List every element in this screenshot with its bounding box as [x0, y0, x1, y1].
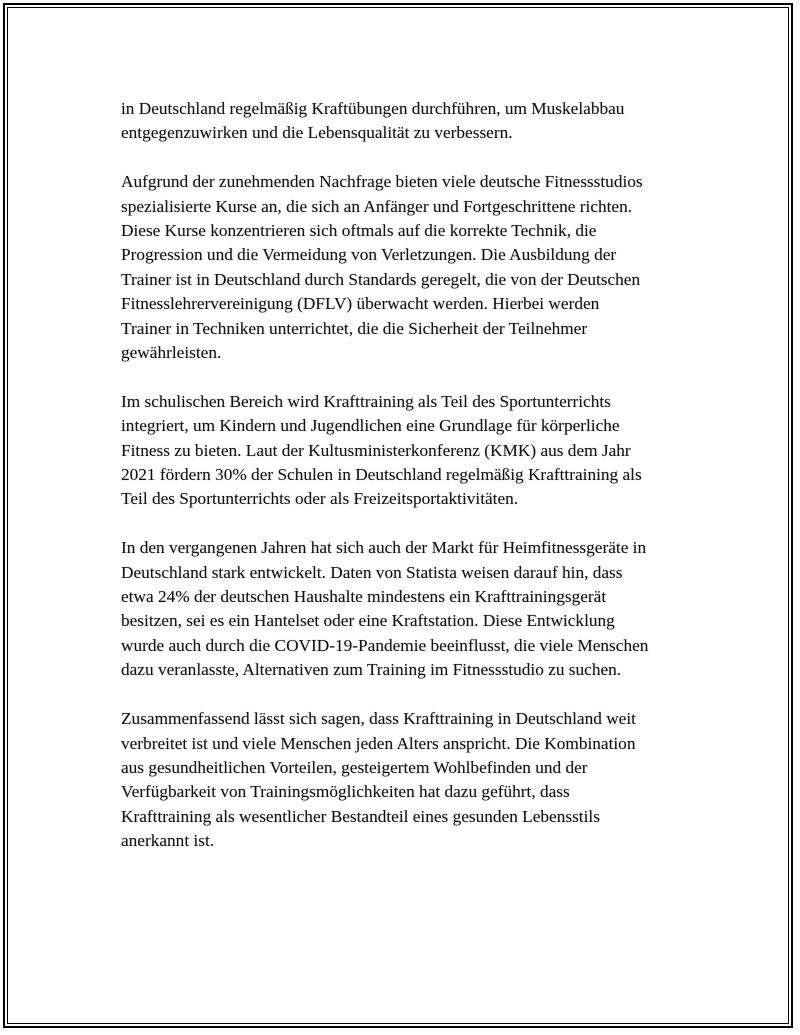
paragraph-line: Im schulischen Bereich wird Krafttraining als Teil des Sportunterrichts: [121, 391, 611, 411]
paragraph-line: Verfügbarkeit von Trainingsmöglichkeiten hat dazu geführt, dass: [121, 782, 570, 802]
paragraph-line: Progression und die Vermeidung von Verletzungen. Die Ausbildung der: [121, 245, 617, 265]
paragraph-line: etwa 24% der deutschen Haushalte mindestens ein Krafttrainingsgerät: [121, 587, 607, 607]
paragraph-3: [121, 390, 701, 512]
paragraph-line: anerkannt ist.: [121, 831, 215, 851]
paragraph-line: Teil des Sportunterrichts oder als Freizeitsportaktivitäten.: [121, 489, 519, 509]
paragraph-line: Aufgrund der zunehmenden Nachfrage bieten viele deutsche Fitnessstudios: [121, 172, 643, 192]
paragraph-line: dazu veranlasste, Alternativen zum Training im Fitnessstudio zu suchen.: [121, 660, 622, 680]
paragraph-line: Trainer in Techniken unterrichtet, die die Sicherheit der Teilnehmer: [121, 318, 588, 338]
page-border: [3, 3, 793, 1028]
paragraph-2: [121, 170, 701, 365]
paragraph-4: [121, 536, 701, 682]
paragraph-line: aus gesundheitlichen Vorteilen, gesteigertem Wohlbefinden und der: [121, 757, 588, 777]
paragraph-1: [121, 97, 701, 146]
paragraph-line: Krafttraining als wesentlicher Bestandteil eines gesunden Lebensstils: [121, 806, 600, 826]
paragraph-line: Trainer ist in Deutschland durch Standards geregelt, die von der Deutschen: [121, 269, 641, 289]
paragraph-line: entgegenzuwirken und die Lebensqualität zu verbessern.: [121, 123, 513, 143]
paragraph-line: Fitness zu bieten. Laut der Kultusministerkonferenz (KMK) aus dem Jahr: [121, 440, 631, 460]
paragraph-line: In den vergangenen Jahren hat sich auch der Markt für Heimfitnessgeräte in: [121, 538, 647, 558]
paragraph-line: Diese Kurse konzentrieren sich oftmals auf die korrekte Technik, die: [121, 221, 597, 241]
paragraph-line: integriert, um Kindern und Jugendlichen eine Grundlage für körperliche: [121, 416, 620, 436]
paragraph-line: spezialisierte Kurse an, die sich an Anfänger und Fortgeschrittene richten.: [121, 196, 633, 216]
paragraph-line: 2021 fördern 30% der Schulen in Deutschland regelmäßig Krafttraining als: [121, 465, 642, 485]
paragraph-line: Fitnesslehrervereinigung (DFLV) überwacht werden. Hierbei werden: [121, 294, 600, 314]
paragraph-line: besitzen, sei es ein Hantelset oder eine Kraftstation. Diese Entwicklung: [121, 611, 615, 631]
paragraph-line: verbreitet ist und viele Menschen jeden Alters anspricht. Die Kombination: [121, 733, 636, 753]
paragraph-line: Deutschland stark entwickelt. Daten von Statista weisen darauf hin, dass: [121, 562, 623, 582]
paragraph-line: in Deutschland regelmäßig Kraftübungen durchführen, um Muskelabbau: [121, 99, 625, 118]
paragraph-5: [121, 707, 701, 853]
document-body: [121, 97, 701, 878]
paragraph-line: gewährleisten.: [121, 343, 222, 363]
paragraph-line: Zusammenfassend lässt sich sagen, dass Krafttraining in Deutschland weit: [121, 709, 636, 729]
paragraph-line: wurde auch durch die COVID-19-Pandemie beeinflusst, die viele Menschen: [121, 635, 649, 655]
